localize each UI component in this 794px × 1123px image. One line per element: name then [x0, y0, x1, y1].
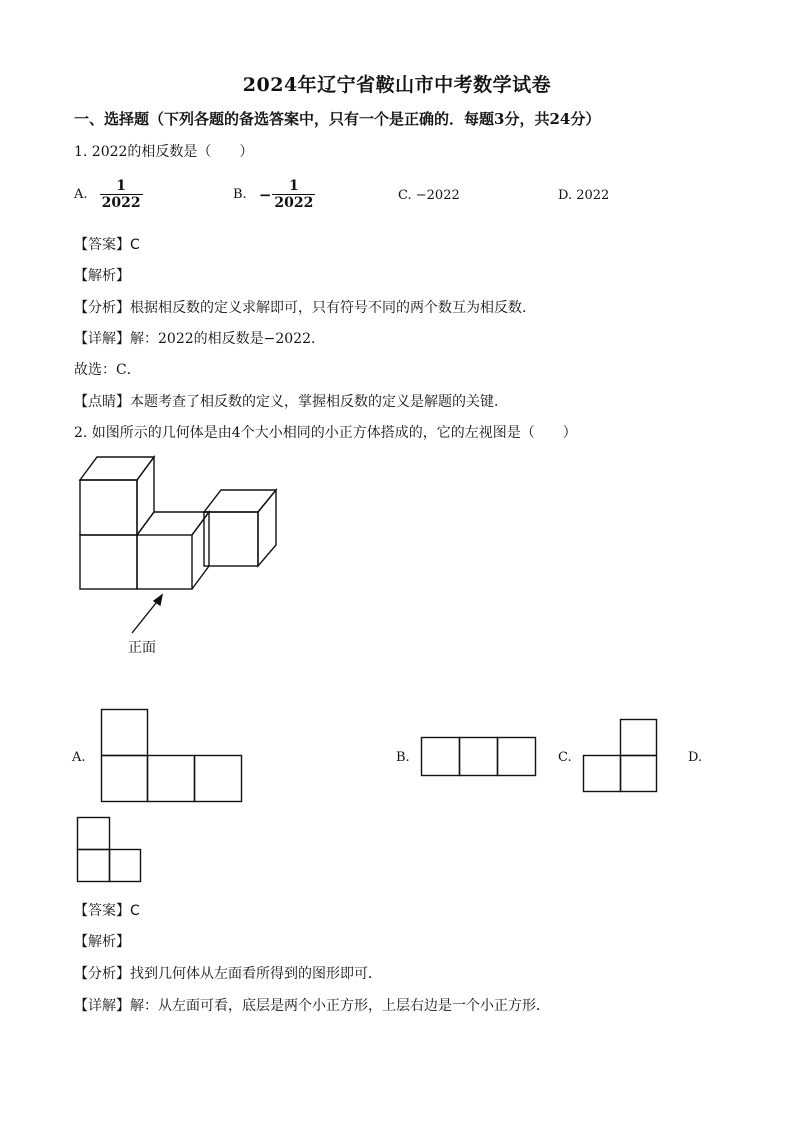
- q1-xiangjie: 【详解】解：2022的相反数是−2022．: [74, 331, 325, 347]
- q2-front-arrow: [120, 590, 170, 640]
- q2-xiangjie: 【详解】解：从左面可看，底层是两个小正方形，上层右边是一个小正方形．: [74, 998, 550, 1014]
- q2-option-d-letter[interactable]: D.: [688, 750, 703, 765]
- cube-right-side: [258, 490, 276, 566]
- q1-option-b-fraction: [272, 178, 315, 211]
- q1-option-b[interactable]: [233, 178, 315, 211]
- cube-middle-side: [192, 512, 209, 589]
- q1-option-b-denominator: 2022: [274, 195, 314, 211]
- cube-middle-top: [137, 512, 209, 535]
- q2-stem: 2. 如图所示的几何体是由4个大小相同的小正方体搭成的，它的左视图是（ ）: [74, 425, 577, 441]
- q2-front-label: 正面: [128, 640, 156, 656]
- q1-option-a-numerator: 1: [116, 178, 127, 194]
- q1-guxuan: 故选：C．: [74, 362, 141, 378]
- q1-option-b-numerator: 1: [289, 178, 299, 194]
- cube-right-front: [204, 512, 258, 566]
- cube-left-bottom-front: [80, 535, 137, 589]
- page-title: 2024年辽宁省鞍山市中考数学试卷: [242, 74, 552, 96]
- q1-dianjing: 【点睛】本题考查了相反数的定义，掌握相反数的定义是解题的关键．: [74, 394, 508, 410]
- q1-option-a-letter: A.: [74, 187, 88, 202]
- q1-answer: 【答案】C: [74, 237, 140, 253]
- q1-option-d-letter: D.: [558, 188, 573, 203]
- cube-left-top-front: [80, 480, 137, 535]
- q2-fenxi: 【分析】找到几何体从左面看所得到的图形即可．: [74, 966, 382, 982]
- q1-option-d-text: 2022: [576, 188, 610, 203]
- q1-option-b-minus-sign: −: [258, 185, 272, 204]
- q1-option-a-denominator: 2022: [101, 195, 141, 211]
- q2-option-c-letter[interactable]: C.: [558, 750, 572, 765]
- q1-option-b-letter: B.: [233, 187, 247, 202]
- q1-stem: 1. 2022的相反数是（ ）: [74, 144, 254, 160]
- q2-option-b-letter[interactable]: B.: [396, 750, 410, 765]
- q1-option-a-fraction: [100, 178, 143, 211]
- cube-middle-front: [137, 535, 192, 589]
- q1-analysis-head: 【解析】: [74, 268, 130, 284]
- q1-option-d[interactable]: [558, 188, 609, 203]
- cube-left-top-top: [80, 457, 154, 480]
- q2-option-a-letter[interactable]: A.: [72, 750, 86, 765]
- q2-option-d-figure: [76, 816, 144, 884]
- q2-answer: 【答案】C: [74, 903, 140, 919]
- q1-option-c[interactable]: [398, 188, 460, 203]
- q1-option-c-text: −2022: [415, 188, 460, 203]
- q1-option-a[interactable]: [74, 178, 143, 211]
- q2-option-c-figure: [582, 718, 660, 794]
- q2-analysis-head: 【解析】: [74, 934, 130, 950]
- q2-option-a-figure: [100, 708, 246, 804]
- q2-solid-figure: [70, 450, 290, 610]
- section-header: 一、选择题（下列各题的备选答案中，只有一个是正确的．每题3分，共24分）: [74, 110, 601, 128]
- q2-option-b-figure: [420, 736, 540, 778]
- q1-fenxi: 【分析】根据相反数的定义求解即可，只有符号不同的两个数互为相反数．: [74, 300, 536, 316]
- q1-option-c-letter: C.: [398, 188, 412, 203]
- cube-right-top: [204, 490, 276, 512]
